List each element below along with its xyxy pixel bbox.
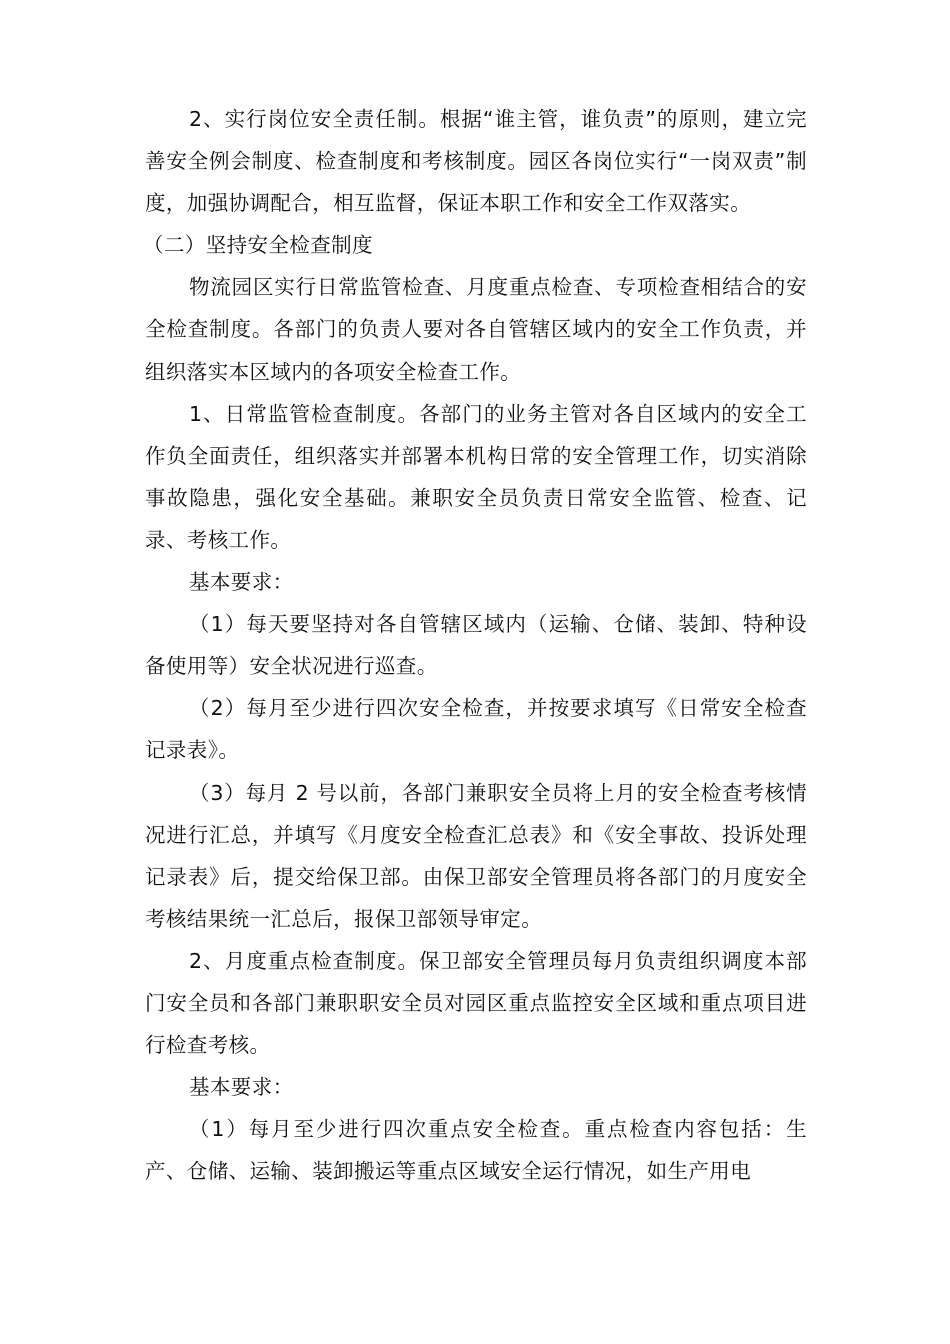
section-heading-safety-inspection: （二）坚持安全检查制度	[143, 233, 373, 258]
paragraph-daily-inspection: 1、日常监管检查制度。各部门的业务主管对各自区域内的安全工作负全面责任，组织落实并部署本机构日常的安全管理工作，切实消除事故隐患，强化安全基础。兼职安全员负责日常安全监管、检查、记录、考核工作。	[145, 401, 807, 552]
paragraph-requirement-1-3: （3）每月 2 号以前，各部门兼职安全员将上月的安全检查考核情况进行汇总，并填写《月度安全检查汇总表》和《安全事故、投诉处理记录表》后，提交给保卫部。由保卫部安全管理员将各部门的月度安全考核结果统一汇总后，报保卫部领导审定。	[145, 780, 807, 931]
paragraph-inspection-system: 物流园区实行日常监管检查、月度重点检查、专项检查相结合的安全检查制度。各部门的负责人要对各自管辖区域内的安全工作负责，并组织落实本区域内的各项安全检查工作。	[145, 275, 807, 384]
paragraph-requirement-1-1: （1）每天要坚持对各自管辖区域内（运输、仓储、装卸、特种设备使用等）安全状况进行巡查。	[145, 612, 807, 679]
paragraph-requirement-1-2: （2）每月至少进行四次安全检查，并按要求填写《日常安全检查记录表》。	[145, 696, 807, 763]
paragraph-monthly-inspection: 2、月度重点检查制度。保卫部安全管理员每月负责组织调度本部门安全员和各部门兼职职安全员对园区重点监控安全区域和重点项目进行检查考核。	[145, 948, 807, 1058]
paragraph-post-responsibility: 2、实行岗位安全责任制。根据“谁主管，谁负责”的原则，建立完善安全例会制度、检查制度和考核制度。园区各岗位实行“一岗双责”制度，加强协调配合，相互监督，保证本职工作和安全工作双落实。	[145, 107, 807, 216]
paragraph-basic-requirements-1: 基本要求：	[189, 570, 294, 595]
paragraph-basic-requirements-2: 基本要求：	[189, 1075, 294, 1100]
paragraph-requirement-2-1: （1）每月至少进行四次重点安全检查。重点检查内容包括：生产、仓储、运输、装卸搬运等重点区域安全运行情况，如生产用电	[145, 1117, 807, 1184]
document-body	[145, 98, 807, 1192]
